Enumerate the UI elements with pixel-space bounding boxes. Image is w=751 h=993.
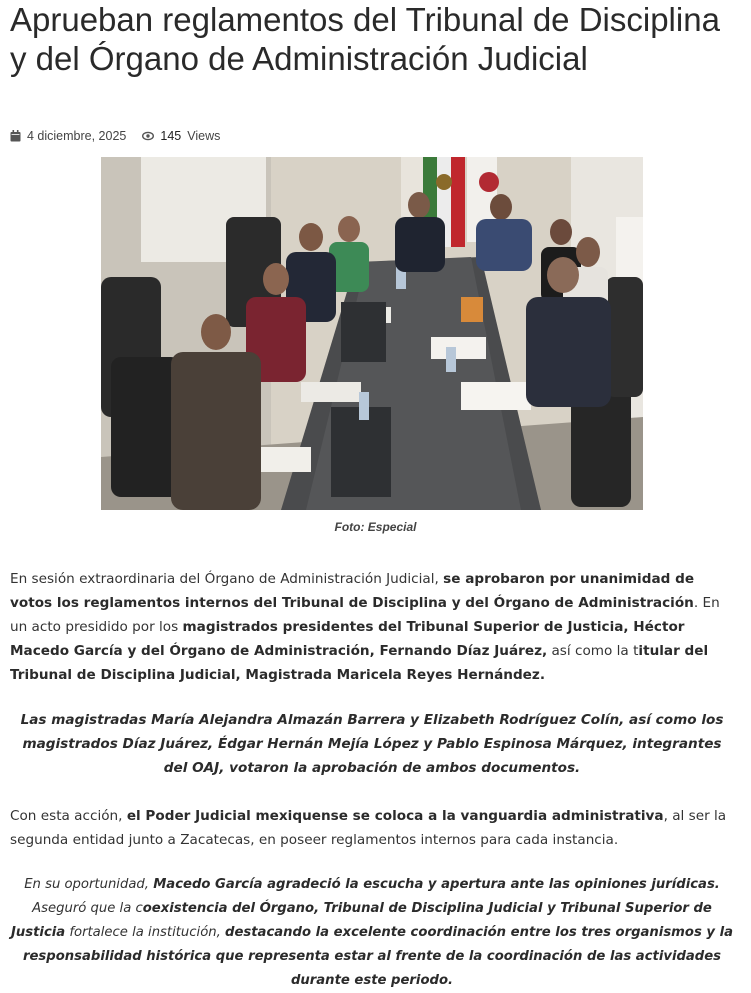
paragraph-1-text-2: . En un acto presidido por los xyxy=(10,595,720,635)
article-photo xyxy=(101,157,643,510)
paragraph-3-text-2: , al ser la segunda entidad junto a Zacatecas, en poseer reglamentos internos para cada instancia. xyxy=(10,808,727,848)
paragraph-4-text-3: fortalece la institución, xyxy=(65,925,226,940)
article-title: Aprueban reglamentos del Tribunal de Disciplina y del Órgano de Administración Judicial xyxy=(10,1,720,77)
paragraph-4-bold-1: Macedo García agradeció la escucha y apertura ante las opiniones jurídicas. xyxy=(153,877,720,892)
article-meta xyxy=(10,128,220,144)
paragraph-1-text-1: En sesión extraordinaria del Órgano de Administración Judicial, xyxy=(10,571,444,587)
eye-icon xyxy=(142,131,154,141)
paragraph-1 xyxy=(10,567,734,687)
paragraph-1-bold-3: itular del Tribunal de Disciplina Judicial, Magistrada Maricela Reyes Hernández. xyxy=(10,643,709,683)
paragraph-3 xyxy=(10,804,734,852)
views-label: Views xyxy=(187,129,221,143)
paragraph-1-text-3: así como la t xyxy=(547,643,639,659)
paragraph-3-bold-1: el Poder Judicial mexiquense se coloca a la vanguardia administrativa xyxy=(126,808,664,824)
paragraph-2-bold-1: Las magistradas María Alejandra Almazán Barrera y Elizabeth Rodríguez Colín, así como los magistrados Díaz Juárez, Édgar Hernán Mejía López y Pablo Espinosa Márquez, integrantes del OAJ, votaron la aprobación de ambos documentos. xyxy=(20,712,724,776)
calendar-icon xyxy=(10,130,21,142)
paragraph-4-bold-2: oexistencia del Órgano, Tribunal de Disciplina Judicial y Tribunal Superior de Justicia xyxy=(10,901,712,940)
paragraph-4 xyxy=(10,873,734,993)
paragraph-2 xyxy=(10,708,734,780)
paragraph-1-bold-1: se aprobaron por unanimidad de votos los reglamentos internos del Tribunal de Disciplina y del Órgano de Administración xyxy=(10,571,695,611)
views-count: 145 xyxy=(160,129,182,143)
paragraph-4-text-1: En su oportunidad, xyxy=(24,877,154,892)
paragraph-4-text-2: Aseguró que la c xyxy=(32,901,143,916)
article-date: 4 diciembre, 2025 xyxy=(27,129,127,143)
photo-caption: Foto: Especial xyxy=(334,520,417,534)
paragraph-1-bold-2: magistrados presidentes del Tribunal Superior de Justicia, Héctor Macedo García y del Órgano de Administración, Fernando Díaz Juárez, xyxy=(10,619,685,659)
paragraph-4-bold-3: destacando la excelente coordinación entre los tres organismos y la responsabilidad histórica que representa estar al frente de la coordinación de las actividades durante este periodo. xyxy=(22,925,734,988)
paragraph-3-text-1: Con esta acción, xyxy=(10,808,127,824)
